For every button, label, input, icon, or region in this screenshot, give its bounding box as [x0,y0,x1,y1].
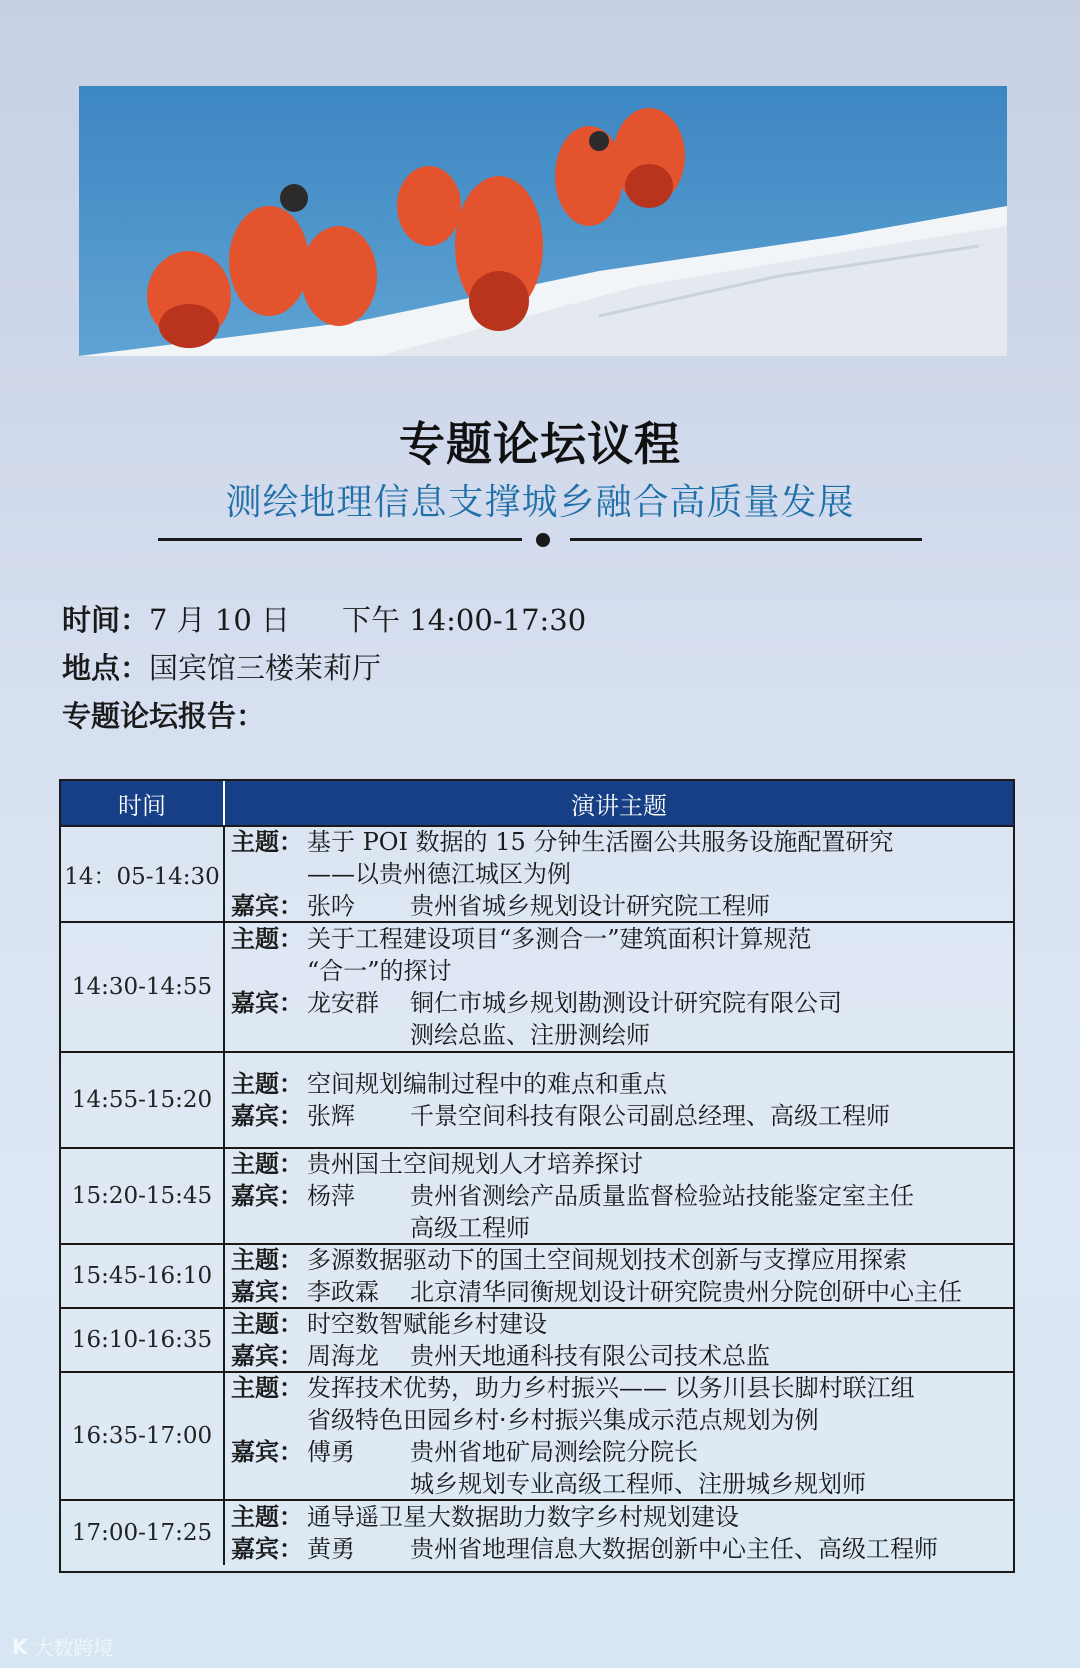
guest-label: 嘉宾： [231,892,303,920]
column-header-topic: 演讲主题 [225,781,1013,825]
place-label: 地点： [62,651,150,685]
topic-label: 主题： [231,828,303,856]
guest-label: 嘉宾： [231,1102,303,1130]
row-time: 14：05-14:30 [61,825,225,921]
place-value: 国宾馆三楼茉莉厅 [149,651,382,685]
table-row [225,921,1013,1051]
guest-title: 北京清华同衡规划设计研究院贵州分院创研中心主任 [410,1278,962,1306]
guest-label: 嘉宾： [231,1535,303,1563]
hero-photo [79,86,1007,356]
watermark-logo: K [12,1634,28,1659]
table-row [225,1371,1013,1499]
info-time [62,598,586,639]
guest-label: 嘉宾： [231,989,303,1017]
row-time: 17:00-17:25 [61,1499,225,1565]
column-header-time: 时间 [61,781,225,825]
divider-line-right [570,538,922,541]
topic-text: 发挥技术优势，助力乡村振兴—— 以务川县长脚村联江组 [307,1374,915,1402]
guest-title: 城乡规划专业高级工程师、注册城乡规划师 [410,1470,866,1498]
topic-text: 时空数智赋能乡村建设 [307,1310,547,1338]
guest-label: 嘉宾： [231,1278,303,1306]
guest-title: 贵州省城乡规划设计研究院工程师 [410,892,770,920]
table-row [225,1307,1013,1371]
row-time: 14:30-14:55 [61,921,225,1051]
table-row [225,825,1013,921]
guest-title: 高级工程师 [410,1214,530,1242]
info-place [62,646,381,687]
topic-text: “合一”的探讨 [307,957,452,985]
agenda-table [59,779,1015,1573]
guest-name: 黄勇 [307,1535,355,1563]
topic-text: 省级特色田园乡村·乡村振兴集成示范点规划为例 [307,1406,819,1434]
reports-label: 专题论坛报告： [62,699,266,733]
table-row [225,1051,1013,1147]
guest-name: 龙安群 [307,989,379,1017]
guest-title: 千景空间科技有限公司副总经理、高级工程师 [410,1102,890,1130]
topic-text: 通导遥卫星大数据助力数字乡村规划建设 [307,1503,739,1531]
row-time: 14:55-15:20 [61,1051,225,1147]
row-time: 15:45-16:10 [61,1243,225,1307]
topic-label: 主题： [231,1246,303,1274]
guest-title: 贵州天地通科技有限公司技术总监 [410,1342,770,1370]
topic-label: 主题： [231,1503,303,1531]
mountaineers-illustration [79,86,1007,356]
time-date: 7 月 10 日 [149,603,291,637]
guest-label: 嘉宾： [231,1438,303,1466]
time-range: 下午 14:00-17:30 [342,603,587,637]
divider-dot [536,533,550,547]
topic-text: 关于工程建设项目“多测合一”建筑面积计算规范 [307,925,812,953]
info-reports [62,694,265,735]
guest-title: 贵州省地理信息大数据创新中心主任、高级工程师 [410,1535,938,1563]
topic-text: ——以贵州德江城区为例 [307,860,571,888]
topic-text: 多源数据驱动下的国土空间规划技术创新与支撑应用探索 [307,1246,907,1274]
topic-text: 基于 POI 数据的 15 分钟生活圈公共服务设施配置研究 [307,828,894,856]
topic-label: 主题： [231,1070,303,1098]
table-row [225,1147,1013,1243]
guest-title: 贵州省测绘产品质量监督检验站技能鉴定室主任 [410,1182,914,1210]
watermark-text: 大数跨境 [33,1636,114,1660]
guest-title: 铜仁市城乡规划勘测设计研究院有限公司 [410,989,842,1017]
topic-label: 主题： [231,1310,303,1338]
guest-name: 李政霖 [307,1278,379,1306]
guest-title: 贵州省地矿局测绘院分院长 [410,1438,698,1466]
page-title: 专题论坛议程 [399,417,681,471]
guest-name: 张吟 [307,892,355,920]
guest-name: 周海龙 [307,1342,379,1370]
topic-text: 贵州国土空间规划人才培养探讨 [307,1150,643,1178]
row-time: 15:20-15:45 [61,1147,225,1243]
topic-label: 主题： [231,1150,303,1178]
topic-text: 空间规划编制过程中的难点和重点 [307,1070,667,1098]
row-time: 16:35-17:00 [61,1371,225,1499]
watermark [12,1632,114,1661]
page-subtitle: 测绘地理信息支撑城乡融合高质量发展 [225,482,855,523]
time-label: 时间： [62,603,150,637]
guest-name: 杨萍 [307,1182,355,1210]
table-row [225,1499,1013,1565]
guest-label: 嘉宾： [231,1342,303,1370]
table-row [225,1243,1013,1307]
guest-name: 傅勇 [307,1438,355,1466]
guest-title: 测绘总监、注册测绘师 [410,1021,650,1049]
topic-label: 主题： [231,925,303,953]
divider-line-left [158,538,522,541]
topic-label: 主题： [231,1374,303,1402]
guest-label: 嘉宾： [231,1182,303,1210]
guest-name: 张辉 [307,1102,355,1130]
row-time: 16:10-16:35 [61,1307,225,1371]
